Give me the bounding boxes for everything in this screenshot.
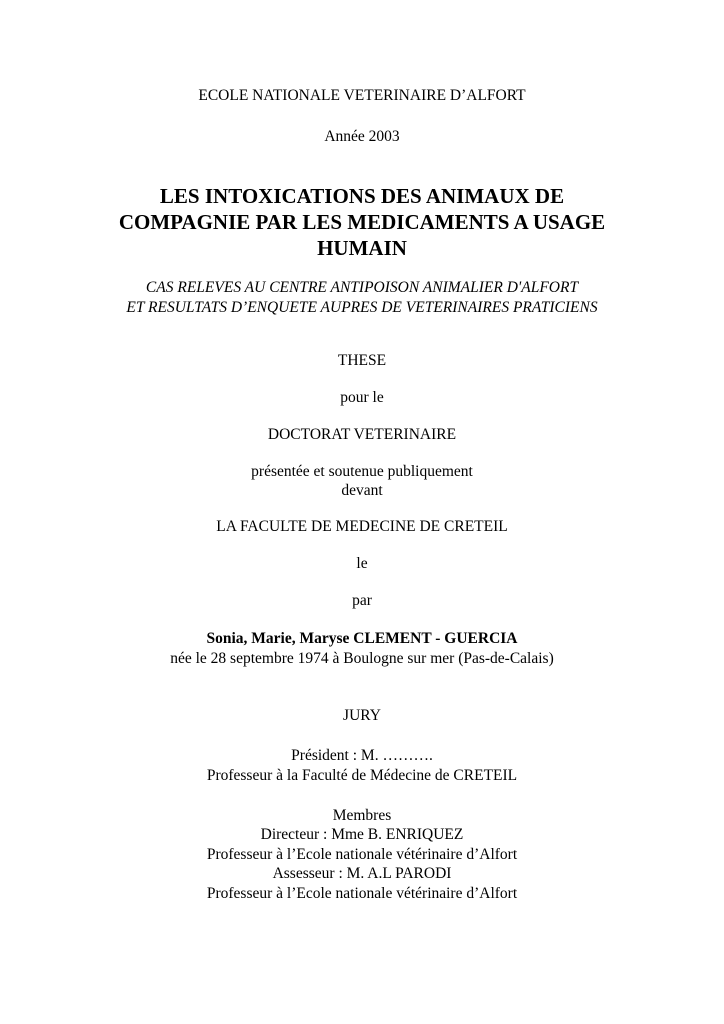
thesis-title-line-1: LES INTOXICATIONS DES ANIMAUX DE	[159, 184, 565, 208]
jury-members-heading: Membres	[332, 807, 392, 824]
subtitle-line-1: CAS RELEVES AU CENTRE ANTIPOISON ANIMALIER D'ALFORT	[145, 279, 579, 296]
author-birth: née le 28 septembre 1974 à Boulogne sur mer (Pas-de-Calais)	[170, 650, 554, 667]
jury-assessor: Assesseur : M. A.L PARODI	[272, 865, 452, 882]
jury-director: Directeur : Mme B. ENRIQUEZ	[260, 826, 464, 843]
jury-president-title: Professeur à la Faculté de Médecine de CRETEIL	[206, 767, 518, 784]
year: Année 2003	[324, 128, 400, 145]
devant-text: devant	[341, 482, 383, 499]
thesis-title-line-2: COMPAGNIE PAR LES MEDICAMENTS A USAGE	[118, 210, 606, 234]
jury-director-title: Professeur à l’Ecole nationale vétérinaire d’Alfort	[206, 846, 518, 863]
le-text: le	[356, 555, 368, 572]
jury-president: Président : M. ……….	[291, 747, 433, 764]
author-name: Sonia, Marie, Maryse CLEMENT - GUERCIA	[206, 630, 518, 647]
thesis-title-line-3: HUMAIN	[317, 236, 407, 260]
jury-assessor-title: Professeur à l’Ecole nationale vétérinaire d’Alfort	[206, 885, 518, 902]
subtitle-line-2: ET RESULTATS D’ENQUETE AUPRES DE VETERINAIRES PRATICIENS	[126, 299, 598, 316]
pour-le-text: pour le	[340, 389, 384, 406]
presented-text: présentée et soutenue publiquement	[251, 463, 473, 480]
school-name: ECOLE NATIONALE VETERINAIRE D’ALFORT	[198, 87, 526, 104]
par-text: par	[352, 592, 372, 609]
degree: DOCTORAT VETERINAIRE	[267, 426, 457, 443]
faculty: LA FACULTE DE MEDECINE DE CRETEIL	[216, 518, 508, 535]
thesis-label: THESE	[337, 352, 387, 369]
jury-heading: JURY	[343, 707, 381, 724]
